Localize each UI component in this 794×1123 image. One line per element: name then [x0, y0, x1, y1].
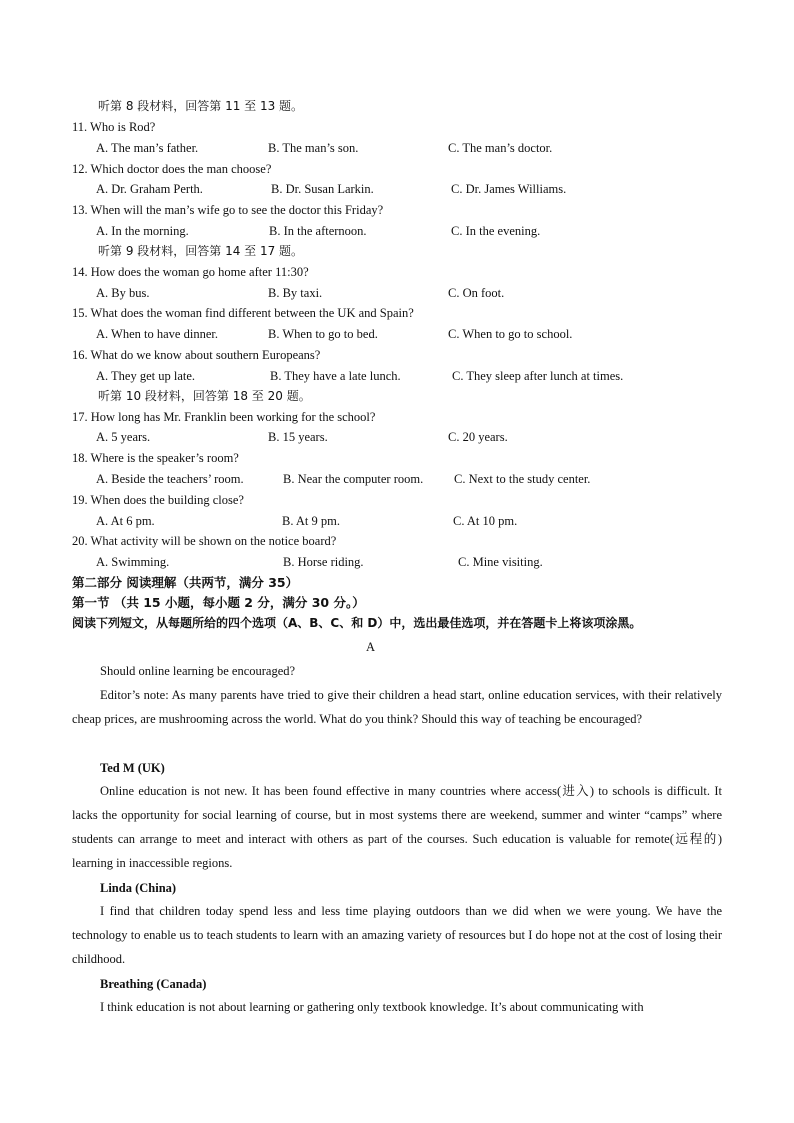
editor-note: Editor’s note: As many parents have tried to give their children a head start, online education services, with their relatively cheap prices, are mushrooming across the world. What do you think? Should this way of teaching be encouraged? — [72, 688, 722, 726]
q19-option-a: A. At 6 pm. — [96, 514, 155, 528]
q11-option-c: C. The man’s doctor. — [448, 141, 553, 155]
q18-option-a: A. Beside the teachers’ room. — [96, 472, 244, 486]
q15-option-b: B. When to go to bed. — [268, 327, 378, 341]
question-20: 20. What activity will be shown on the notice board? — [72, 534, 337, 548]
comment-author-ted: Ted M (UK) — [100, 761, 165, 775]
q17-option-c: C. 20 years. — [448, 430, 508, 444]
question-15: 15. What does the woman find different between the UK and Spain? — [72, 306, 414, 320]
q16-option-a: A. They get up late. — [96, 369, 196, 383]
q12-option-a: A. Dr. Graham Perth. — [96, 182, 203, 196]
q11-option-a: A. The man’s father. — [96, 141, 199, 155]
q15-option-a: A. When to have dinner. — [96, 327, 218, 341]
comment-text-breathing: I think education is not about learning or gathering only textbook knowledge. It’s about communicating with — [100, 1000, 644, 1014]
question-17: 17. How long has Mr. Franklin been working for the school? — [72, 410, 376, 424]
q16-option-b: B. They have a late lunch. — [270, 369, 401, 383]
reading-section-title: 第一节 （共 15 小题，每小题 2 分，满分 30 分。） — [72, 595, 365, 610]
q20-option-a: A. Swimming. — [96, 555, 170, 569]
q12-option-c: C. Dr. James Williams. — [451, 182, 567, 196]
q20-option-b: B. Horse riding. — [283, 555, 364, 569]
q18-option-c: C. Next to the study center. — [454, 472, 591, 486]
q11-option-b: B. The man’s son. — [268, 141, 359, 155]
q14-option-c: C. On foot. — [448, 286, 505, 300]
question-13: 13. When will the man’s wife go to see the doctor this Friday? — [72, 203, 384, 217]
question-11: 11. Who is Rod? — [72, 120, 156, 134]
question-14: 14. How does the woman go home after 11:30? — [72, 265, 309, 279]
passage-headline: Should online learning be encouraged? — [100, 664, 296, 678]
comment-author-linda: Linda (China) — [100, 881, 177, 895]
section-8-header: 听第 8 段材料，回答第 11 至 13 题。 — [98, 99, 304, 113]
q13-option-a: A. In the morning. — [96, 224, 189, 238]
q19-option-b: B. At 9 pm. — [282, 514, 340, 528]
q15-option-c: C. When to go to school. — [448, 327, 573, 341]
q14-option-a: A. By bus. — [96, 286, 150, 300]
q14-option-b: B. By taxi. — [268, 286, 323, 300]
comment-text-linda: I find that children today spend less and less time playing outdoors than we did when we were young. We have the technology to enable us to teach students to learn with an amazing variety of resources but I do hope not at the cost of losing their childhood. — [72, 904, 722, 966]
q13-option-b: B. In the afternoon. — [269, 224, 367, 238]
reading-instruction: 阅读下列短文，从每题所给的四个选项（A、B、C、和 D）中，选出最佳选项，并在答题卡上将该项涂黑。 — [72, 616, 642, 630]
section-9-header: 听第 9 段材料，回答第 14 至 17 题。 — [98, 244, 304, 258]
q17-option-a: A. 5 years. — [96, 430, 151, 444]
comment-text-ted: Online education is not new. It has been found effective in many countries where access(进入) to schools is difficult. It lacks the opportunity for social learning of course, but in most systems there are weekend, summer and winter “camps” where students can arrange to meet and interact with others as part of the courses. Such education is valuable for remote(远程的) learning in inaccessible regions. — [72, 784, 722, 870]
q19-option-c: C. At 10 pm. — [453, 514, 518, 528]
q20-option-c: C. Mine visiting. — [458, 555, 543, 569]
question-12: 12. Which doctor does the man choose? — [72, 162, 272, 176]
q13-option-c: C. In the evening. — [451, 224, 541, 238]
question-16: 16. What do we know about southern Europeans? — [72, 348, 321, 362]
q16-option-c: C. They sleep after lunch at times. — [452, 369, 624, 383]
q17-option-b: B. 15 years. — [268, 430, 328, 444]
section-10-header: 听第 10 段材料，回答第 18 至 20 题。 — [98, 389, 311, 403]
q12-option-b: B. Dr. Susan Larkin. — [271, 182, 374, 196]
question-19: 19. When does the building close? — [72, 493, 244, 507]
question-18: 18. Where is the speaker’s room? — [72, 451, 239, 465]
passage-letter: A — [366, 640, 376, 654]
q18-option-b: B. Near the computer room. — [283, 472, 424, 486]
comment-author-breathing: Breathing (Canada) — [100, 977, 207, 991]
reading-part-title: 第二部分 阅读理解（共两节，满分 35） — [72, 575, 299, 590]
